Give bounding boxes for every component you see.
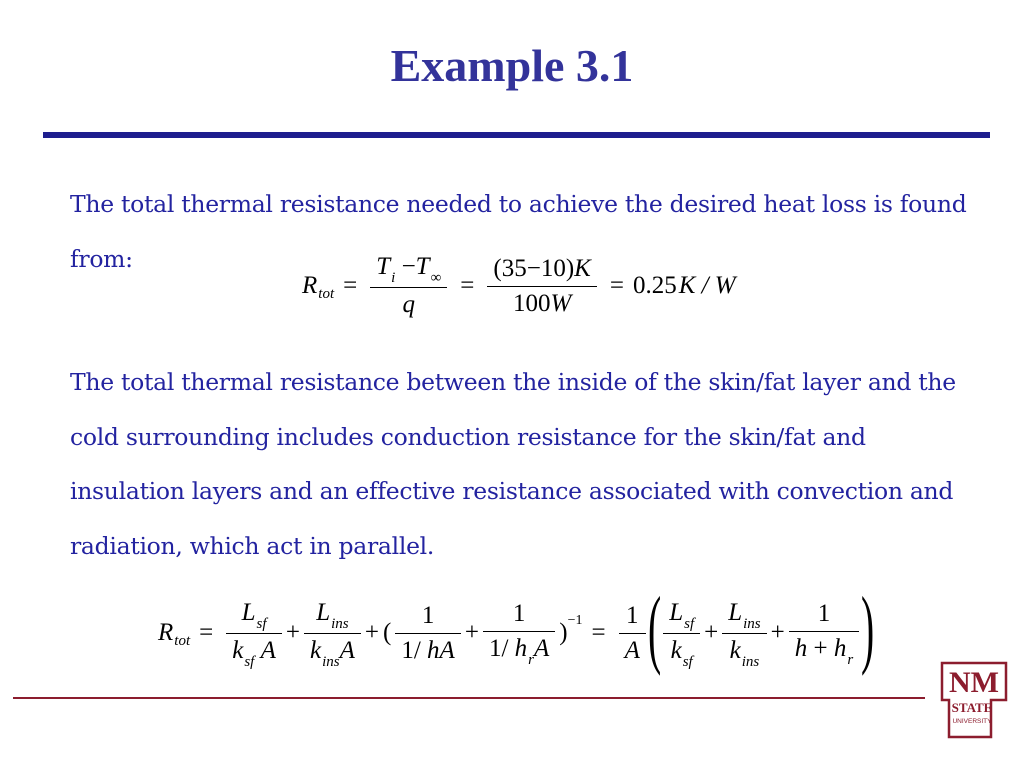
eq2-bracket-term-3: $\frac{1}{h + h_r}$ bbox=[789, 597, 859, 669]
paragraph-1: The total thermal resistance needed to achieve the desired heat loss is found from: bbox=[70, 190, 967, 273]
equation-1 bbox=[302, 246, 736, 326]
paragraph-2: The total thermal resistance between the inside of the skin/fat layer and the cold surrounding includes conduction resistance for the skin/fat and insulation layers and an effective resistance associated with convection and radiation, which act in parallel. bbox=[70, 368, 956, 561]
eq1-equals-3: = bbox=[609, 272, 624, 299]
equation-2: R tot = $\frac{L_{sf}}{k_{sf} A}$ + $\frac{L_{ins}}{k_{ins}A}$ + ( $\frac{1}{1/ hA}$ + $\frac{1}{1/ h_rA}$ ) −1 = $\frac{1}{A}$ ( $\frac{L_{sf}}{k_{sf}}$ + $\frac{L_{ins}}{k_{ins}}$ + $\frac{1}{h + h_r}$ ) bbox=[158, 580, 875, 677]
eq2-reciprocal-area: $\frac{1}{A}$ bbox=[619, 599, 646, 668]
svg-text:NM: NM bbox=[949, 666, 999, 699]
footer-divider bbox=[13, 697, 925, 699]
eq1-fraction-2: $\frac{(35-10)K}{100W}$ bbox=[487, 252, 596, 321]
eq2-left-bracket: ( bbox=[647, 580, 662, 677]
eq2-right-bracket: ) bbox=[861, 580, 875, 677]
eq1-equals-2: = bbox=[460, 272, 475, 299]
eq2-term-2: $\frac{L_{ins}}{k_{ins}A}$ bbox=[304, 596, 361, 671]
svg-text:STATE: STATE bbox=[951, 700, 993, 715]
eq1-result: 0.25 bbox=[632, 272, 677, 299]
eq1-result-unit: K / W bbox=[678, 272, 736, 299]
eq1-fraction-1: $\frac{T_i -T_\infty}{q}$ bbox=[370, 250, 447, 322]
eq2-term-4: $\frac{1}{1/ h_rA}$ bbox=[483, 597, 555, 669]
eq1-lhs: R bbox=[302, 272, 318, 299]
title-divider bbox=[43, 132, 990, 138]
eq1-equals-1: = bbox=[343, 272, 358, 299]
eq2-term-3: $\frac{1}{1/ hA}$ bbox=[395, 599, 460, 668]
eq1-lhs-sub: tot bbox=[318, 285, 335, 302]
eq2-bracket-term-2: $\frac{L_{ins}}{k_{ins}}$ bbox=[722, 596, 766, 671]
nmsu-logo bbox=[939, 660, 1009, 740]
eq2-term-1: $\frac{L_{sf}}{k_{sf} A}$ bbox=[226, 596, 282, 671]
svg-text:UNIVERSITY: UNIVERSITY bbox=[952, 718, 992, 725]
eq2-bracket-term-1: $\frac{L_{sf}}{k_{sf}}$ bbox=[663, 596, 700, 671]
slide-title: Example 3.1 bbox=[390, 40, 634, 91]
